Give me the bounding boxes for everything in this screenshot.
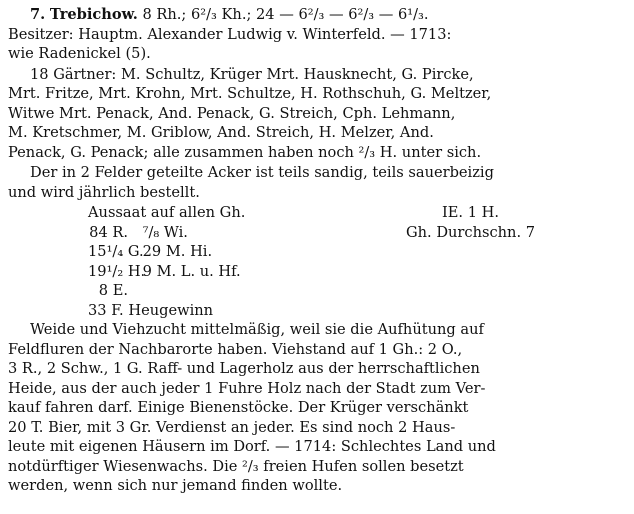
heading-measures: 8 Rh.; 6²/₃ Kh.; 24 — 6²/₃ — 6²/₃ — 6¹/₃. [142, 6, 429, 23]
hay-yield: 33 F. Heugewinn [88, 301, 214, 319]
sowing-row [88, 242, 348, 262]
sowing-amount: 8 E. [98, 282, 128, 299]
sowing-heading: Aussaat auf allen Gh. [88, 204, 246, 221]
closing-line: 20 T. Bier, mit 3 Gr. Verdienst an jeder. Es sind noch 2 Haus- [8, 418, 456, 436]
sowing-row [88, 281, 348, 301]
entry-heading [8, 5, 628, 25]
closing-line: kauf fahren darf. Einige Bienenstöcke. Der Krüger verschänkt [8, 399, 469, 416]
closing-line: leute mit eigenen Häusern im Dorf. — 1714: Schlechtes Land und [8, 438, 496, 455]
closing-paragraph [8, 320, 628, 496]
sowing-crop: 29 M. Hi. [142, 243, 213, 260]
entry-number: 7. [30, 6, 46, 23]
village-name: Trebichow. [49, 6, 138, 23]
sowing-crop: ⁷/₈ Wi. [142, 223, 188, 241]
sowing-table [8, 203, 628, 320]
closing-line: werden, wenn sich nur jemand finden wollte. [8, 477, 343, 494]
sowing-left-column [88, 203, 348, 320]
fields-line: Der in 2 Felder geteilte Acker ist teils sandig, teils sauerbeizig [30, 164, 494, 181]
gardeners-line: Witwe Mrt. Penack, And. Penack, G. Streich, Cph. Lehmann, [8, 104, 456, 122]
sowing-amount: 19¹/₂ H. [88, 262, 146, 280]
closing-line: notdürftiger Wiesenwachs. Die ²/₃ freien Hufen sollen besetzt [8, 457, 464, 475]
sowing-right-column [406, 203, 626, 242]
closing-line: Weide und Viehzucht mittelmäßig, weil sie die Aufhütung auf [30, 321, 484, 338]
gardeners-paragraph [8, 65, 628, 163]
owner-line: wie Radenickel (5). [8, 45, 151, 62]
sowing-row [88, 262, 348, 282]
holdings-line: IE. 1 H. [442, 204, 499, 221]
fields-paragraph [8, 163, 628, 202]
owner-paragraph [8, 25, 628, 64]
gardeners-line: M. Kretschmer, M. Griblow, And. Streich, H. Melzer, And. [8, 124, 434, 141]
average-line: Gh. Durchschn. 7 [406, 223, 536, 241]
sowing-amount: 84 R. [89, 223, 128, 241]
owner-line: Besitzer: Hauptm. Alexander Ludwig v. Winterfeld. — 1713: [8, 25, 452, 43]
sowing-amount: 15¹/₄ G. [88, 243, 144, 260]
gardeners-line: Mrt. Fritze, Mrt. Krohn, Mrt. Schultze, H. Rothschuh, G. Meltzer, [8, 85, 492, 102]
closing-line: Heide, aus der auch jeder 1 Fuhre Holz nach der Stadt zum Ver- [8, 379, 486, 397]
closing-line: 3 R., 2 Schw., 1 G. Raff- und Lagerholz aus der herrschaftlichen [8, 360, 480, 377]
fields-line: und wird jährlich bestellt. [8, 183, 200, 201]
gardeners-line: 18 Gärtner: M. Schultz, Krüger Mrt. Hausknecht, G. Pircke, [30, 65, 474, 83]
sowing-crop: 9 M. L. u. Hf. [142, 262, 241, 280]
gardeners-line: Penack, G. Penack; alle zusammen haben noch ²/₃ H. unter sich. [8, 143, 482, 161]
closing-line: Feldfluren der Nachbarorte haben. Viehstand auf 1 Gh.: 2 O., [8, 340, 463, 358]
sowing-row [88, 223, 348, 243]
